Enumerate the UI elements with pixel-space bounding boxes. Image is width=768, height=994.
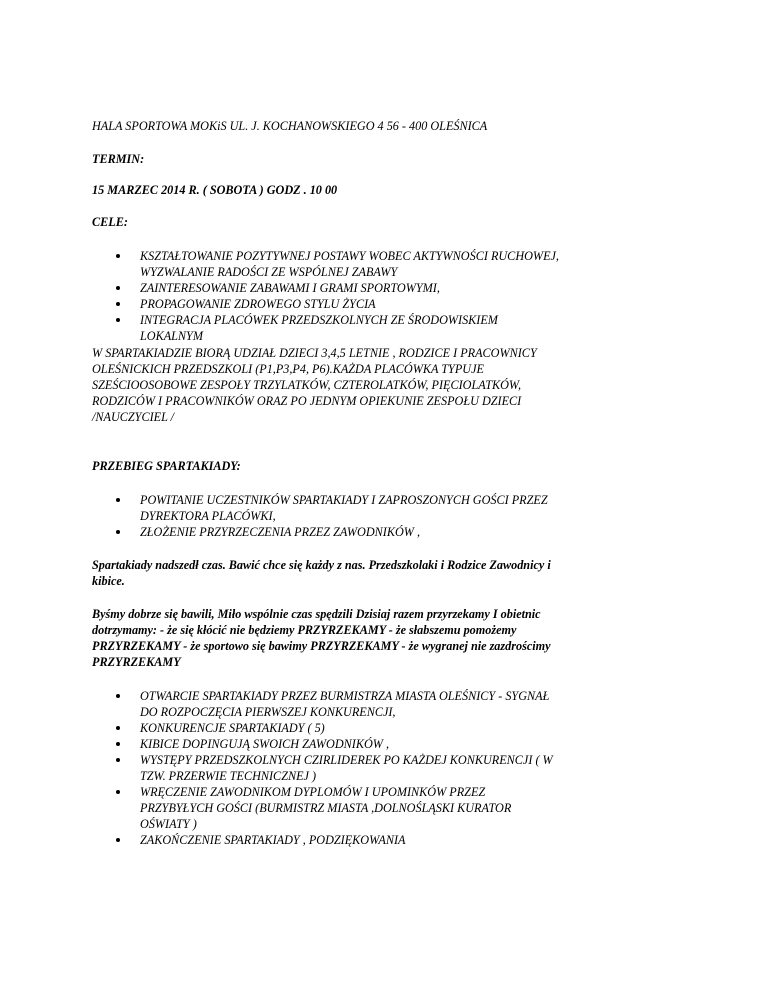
termin-value: 15 MARZEC 2014 R. ( SOBOTA ) GODZ . 10 00 [92, 183, 338, 197]
list-item: KSZTAŁTOWANIE POZYTYWNEJ POSTAWY WOBEC AKTYWNOŚCI RUCHOWEJ, WYZWALANIE RADOŚCI ZE WSPÓLNEJ ZABAWY [92, 248, 692, 280]
cele-label: CELE: [92, 215, 128, 229]
list-item: OTWARCIE SPARTAKIADY PRZEZ BURMISTRZA MIASTA OLEŚNICY - SYGNAŁ DO ROZPOCZĘCIA PIERWSZEJ KONKURENCJI, [92, 688, 692, 720]
list-item: ZŁOŻENIE PRZYRZECZENIA PRZEZ ZAWODNIKÓW , [92, 524, 692, 540]
list-item: POWITANIE UCZESTNIKÓW SPARTAKIADY I ZAPROSZONYCH GOŚCI PRZEZ DYREKTORA PLACÓWKI, [92, 492, 692, 524]
termin-label: TERMIN: [92, 152, 145, 166]
list-item: ZAKOŃCZENIE SPARTAKIADY , PODZIĘKOWANIA [92, 832, 692, 848]
list-item: PROPAGOWANIE ZDROWEGO STYLU ŻYCIA [92, 296, 692, 312]
cele-list [92, 248, 692, 344]
venue-line: HALA SPORTOWA MOKiS UL. J. KOCHANOWSKIEGO 4 56 - 400 OLEŚNICA [92, 119, 488, 133]
participants-paragraph: W SPARTAKIADZIE BIORĄ UDZIAŁ DZIECI 3,4,5 LETNIE , RODZICE I PRACOWNICY OLEŚNICKICH PRZEDSZKOLI (P1,P3,P4, P6).KAŻDA PLACÓWKA TYPUJE SZEŚCIOOSOBOWE ZESPOŁY TRZYLATKÓW, CZTEROLATKÓW, PIĘCIOLATKÓW, RODZICÓW I PRACOWNIKÓW ORAZ PO JEDNYM OPIEKUNIE ZESPOŁU DZIECI /NAUCZYCIEL / [92, 346, 537, 424]
song-paragraph: Spartakiady nadszedł czas. Bawić chce się każdy z nas. Przedszkolaki i Rodzice Zawodnicy i kibice. [92, 558, 551, 588]
przebieg-label: PRZEBIEG SPARTAKIADY: [92, 459, 241, 473]
pledge-paragraph: Byśmy dobrze się bawili, Miło wspólnie czas spędzili Dzisiaj razem przyrzekamy I obietnic dotrzymamy: - że się kłócić nie będziemy PRZYRZEKAMY - że słabszemu pomożemy PRZYRZEKAMY - że sportowo się bawimy PRZYRZEKAMY - że wygranej nie zazdrościmy PRZYRZEKAMY [92, 607, 551, 669]
list-item: ZAINTERESOWANIE ZABAWAMI I GRAMI SPORTOWYMI, [92, 280, 692, 296]
list-item: WRĘCZENIE ZAWODNIKOM DYPLOMÓW I UPOMINKÓW PRZEZ PRZYBYŁYCH GOŚCI (BURMISTRZ MIASTA ,DOLNOŚLĄSKI KURATOR OŚWIATY ) [92, 784, 692, 832]
list-item: WYSTĘPY PRZEDSZKOLNYCH CZIRLIDEREK PO KAŻDEJ KONKURENCJI ( W TZW. PRZERWIE TECHNICZNEJ ) [92, 752, 692, 784]
list-item: KIBICE DOPINGUJĄ SWOICH ZAWODNIKÓW , [92, 736, 692, 752]
list-item: KONKURENCJE SPARTAKIADY ( 5) [92, 720, 692, 736]
przebieg-list-start [92, 492, 692, 540]
przebieg-list-end [92, 688, 692, 848]
list-item: INTEGRACJA PLACÓWEK PRZEDSZKOLNYCH ZE ŚRODOWISKIEM LOKALNYM [92, 312, 692, 344]
